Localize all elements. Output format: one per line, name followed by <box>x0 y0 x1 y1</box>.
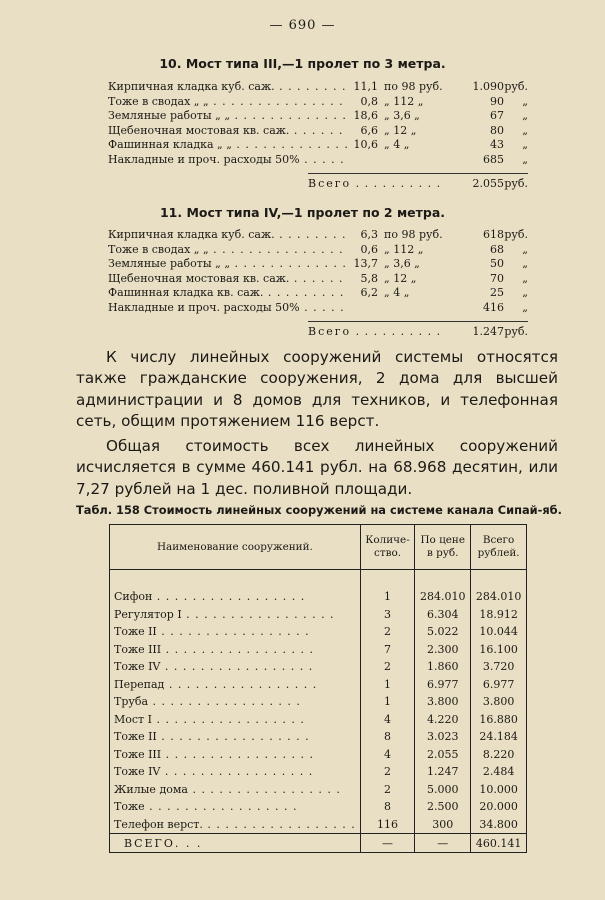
estimate-unit: „ 4 „ <box>384 286 410 300</box>
estimate-qty: 6,6 <box>360 123 378 137</box>
estimate-total-sum: 2.055 <box>472 176 504 190</box>
estimate-unit: „ 4 „ <box>384 138 410 152</box>
cell-name: Жилые дома . . . <box>110 781 361 799</box>
table-row <box>110 623 527 641</box>
cell-qty: 2 <box>360 763 414 781</box>
estimate-name: Щебеночная мостовая кв. саж. . . . <box>108 124 348 137</box>
estimate-row <box>108 272 528 287</box>
table-row <box>110 641 527 659</box>
table-spacer-row <box>110 570 527 589</box>
table-row <box>110 728 527 746</box>
estimate-row <box>108 95 528 110</box>
cell-name: Тоже IV . . . <box>110 763 361 781</box>
cell-qty: 1 <box>360 588 414 606</box>
cell-total: 34.800 <box>479 817 518 831</box>
estimate-row <box>108 153 528 168</box>
estimate-cur: „ <box>522 138 528 152</box>
estimate-sum: 80 <box>490 123 504 137</box>
estimate-cur: „ <box>522 94 528 108</box>
cell-total: 10.000 <box>479 782 518 796</box>
cell-price: — <box>415 834 471 853</box>
estimate-cur: „ <box>522 123 528 137</box>
cell-price: 2.300 <box>415 641 471 659</box>
estimate-cur: „ <box>522 271 528 285</box>
cell-name: Тоже IV . . . <box>110 658 361 676</box>
estimate-name: Фашинная кладка кв. саж. . . . <box>108 286 348 299</box>
estimate-sum: 43 <box>490 138 504 152</box>
body-text <box>76 347 558 500</box>
cell-price: 4.220 <box>415 711 471 729</box>
estimate-name: Тоже в сводах „ „ . . . <box>108 95 348 108</box>
cell-name: Мост I . . . <box>110 711 361 729</box>
cell-name: ВСЕГО. . . <box>110 834 361 853</box>
estimate-qty: 10,6 <box>353 138 378 152</box>
estimate-row <box>108 228 528 243</box>
cell-qty: 8 <box>360 728 414 746</box>
table-row <box>110 763 527 781</box>
cell-total: 16.100 <box>479 642 518 656</box>
estimate-sum: 416 <box>483 300 504 314</box>
estimate-qty: 6,2 <box>360 286 378 300</box>
estimate-row <box>108 243 528 258</box>
estimate-total-row <box>308 173 528 192</box>
cell-qty: 2 <box>360 623 414 641</box>
section-10-estimate <box>108 80 528 192</box>
estimate-qty: 0,8 <box>360 94 378 108</box>
page-number: — 690 — <box>269 18 336 33</box>
estimate-unit: „ 3,6 „ <box>384 257 420 271</box>
cell-price: 2.055 <box>415 746 471 764</box>
estimate-total-label: Всего . . . <box>308 177 444 190</box>
cell-name: Труба . . . <box>110 693 361 711</box>
cell-qty: — <box>360 834 414 853</box>
cell-name: Тоже II . . . <box>110 623 361 641</box>
header-qty: Количе-ство. <box>360 525 414 570</box>
estimate-unit: по 98 руб. <box>384 228 443 241</box>
estimate-unit: „ 12 „ <box>384 271 417 285</box>
estimate-cur: „ <box>522 300 528 314</box>
estimate-cur: руб. <box>504 228 528 241</box>
cell-price: 2.500 <box>415 798 471 816</box>
section-11-title: 11. Мост типа IV,—1 пролет по 2 метра. <box>159 205 446 220</box>
cell-price: 1.860 <box>415 658 471 676</box>
cell-name: Тоже III . . . <box>110 746 361 764</box>
estimate-sum: 618 <box>483 228 504 241</box>
estimate-cur: „ <box>522 152 528 166</box>
cell-total: 20.000 <box>479 800 518 814</box>
estimate-row <box>108 301 528 316</box>
estimate-sum: 90 <box>490 94 504 108</box>
estimate-total-cur: руб. <box>504 176 528 190</box>
estimate-name: Кирпичная кладка куб. саж. . . . <box>108 228 348 241</box>
estimate-unit: „ 112 „ <box>384 242 424 256</box>
cell-total: 8.220 <box>482 747 515 761</box>
estimate-cur: руб. <box>504 80 528 93</box>
cost-table <box>109 524 527 853</box>
cell-total: 460.141 <box>471 834 527 853</box>
estimate-row <box>108 109 528 124</box>
cell-price: 300 <box>415 816 471 834</box>
cell-name: Сифон . . . <box>110 588 361 606</box>
table-header-row <box>110 525 527 570</box>
table-row <box>110 676 527 694</box>
cell-price: 6.977 <box>415 676 471 694</box>
estimate-total-row <box>308 321 528 340</box>
cell-qty: 2 <box>360 658 414 676</box>
cell-price: 5.000 <box>415 781 471 799</box>
estimate-name: Земляные работы „ „ . . . <box>108 257 348 270</box>
estimate-sum: 1.090 <box>472 80 504 93</box>
estimate-sum: 50 <box>490 257 504 271</box>
cell-price: 284.010 <box>415 588 471 606</box>
estimate-qty: 18,6 <box>353 109 378 123</box>
section-11-estimate <box>108 228 528 340</box>
estimate-total-label: Всего . . . <box>308 325 444 338</box>
cell-name: Тоже . . . <box>110 798 361 816</box>
cell-name: Телефон верст. . . . <box>110 816 361 834</box>
cell-qty: 1 <box>360 693 414 711</box>
cell-total: 18.912 <box>479 607 518 621</box>
cell-qty: 1 <box>360 676 414 694</box>
estimate-qty: 0,6 <box>360 242 378 256</box>
estimate-qty: 5,8 <box>360 271 378 285</box>
cell-total: 6.977 <box>482 677 515 691</box>
estimate-total-sum: 1.247 <box>472 324 504 338</box>
estimate-name: Фашинная кладка „ „ . . . <box>108 138 348 151</box>
estimate-name: Накладные и проч. расходы 50% . . . <box>108 301 348 314</box>
table-row <box>110 693 527 711</box>
table-row <box>110 781 527 799</box>
cell-total: 284.010 <box>475 590 522 604</box>
estimate-row <box>108 124 528 139</box>
paragraph-1: К числу линейных сооружений системы относятся также гражданские сооружения, 2 дома для высшей администрации и 8 домов для техников, и телефонная сеть, общим протяжением 116 верст. <box>76 348 558 430</box>
estimate-qty: 11,1 <box>353 80 378 93</box>
estimate-sum: 70 <box>490 271 504 285</box>
table-title: Табл. 158 Стоимость линейных сооружений на системе канала Сипай-яб. <box>76 503 562 517</box>
paragraph-2: Общая стоимость всех линейных сооружений исчисляется в сумме 460.141 рубл. на 68.968 десятин, или 7,27 рублей на 1 дес. поливной площади. <box>76 437 558 498</box>
estimate-total-cur: руб. <box>504 324 528 338</box>
table-total-row <box>110 834 527 853</box>
estimate-unit: „ 12 „ <box>384 123 417 137</box>
cell-qty: 4 <box>360 711 414 729</box>
estimate-qty: 13,7 <box>353 257 378 271</box>
cell-total: 16.880 <box>479 712 518 726</box>
cell-name: Тоже III . . . <box>110 641 361 659</box>
cell-total: 2.484 <box>482 765 515 779</box>
cell-qty: 116 <box>360 816 414 834</box>
cell-name: Перепад . . . <box>110 676 361 694</box>
cell-qty: 7 <box>360 641 414 659</box>
cell-price: 3.800 <box>415 693 471 711</box>
estimate-name: Щебеночная мостовая кв. саж. . . . <box>108 272 348 285</box>
cell-price: 1.247 <box>415 763 471 781</box>
estimate-sum: 67 <box>490 109 504 123</box>
cell-price: 3.023 <box>415 728 471 746</box>
estimate-name: Накладные и проч. расходы 50% . . . <box>108 153 348 166</box>
estimate-row <box>108 286 528 301</box>
estimate-qty: 6,3 <box>360 228 378 241</box>
estimate-unit: „ 3,6 „ <box>384 109 420 123</box>
cell-total: 24.184 <box>479 730 518 744</box>
estimate-sum: 68 <box>490 242 504 256</box>
table-row <box>110 746 527 764</box>
header-name: Наименование сооружений. <box>110 525 361 570</box>
table-row <box>110 816 527 834</box>
cell-price: 5.022 <box>415 623 471 641</box>
cell-total: 3.800 <box>482 695 515 709</box>
estimate-row <box>108 138 528 153</box>
header-total: Всего рублей. <box>471 525 527 570</box>
estimate-name: Тоже в сводах „ „ . . . <box>108 243 348 256</box>
estimate-sum: 685 <box>483 152 504 166</box>
header-price: По цене в руб. <box>415 525 471 570</box>
estimate-cur: „ <box>522 242 528 256</box>
cell-qty: 3 <box>360 606 414 624</box>
estimate-cur: „ <box>522 286 528 300</box>
estimate-name: Земляные работы „ „ . . . <box>108 109 348 122</box>
table-row <box>110 658 527 676</box>
table-row <box>110 798 527 816</box>
table-row <box>110 711 527 729</box>
cell-qty: 2 <box>360 781 414 799</box>
estimate-unit: „ 112 „ <box>384 94 424 108</box>
cell-total: 10.044 <box>479 625 518 639</box>
cell-name: Тоже II . . . <box>110 728 361 746</box>
cell-price: 6.304 <box>415 606 471 624</box>
estimate-row <box>108 257 528 272</box>
estimate-name: Кирпичная кладка куб. саж. . . . <box>108 80 348 93</box>
cell-qty: 4 <box>360 746 414 764</box>
estimate-cur: „ <box>522 257 528 271</box>
estimate-cur: „ <box>522 109 528 123</box>
table-row <box>110 606 527 624</box>
estimate-row <box>108 80 528 95</box>
section-10-title: 10. Мост типа III,—1 пролет по 3 метра. <box>159 56 446 71</box>
cell-qty: 8 <box>360 798 414 816</box>
estimate-sum: 25 <box>490 286 504 300</box>
estimate-unit: по 98 руб. <box>384 80 443 93</box>
cell-total: 3.720 <box>482 660 515 674</box>
table-row <box>110 588 527 606</box>
cell-name: Регулятор I . . . <box>110 606 361 624</box>
